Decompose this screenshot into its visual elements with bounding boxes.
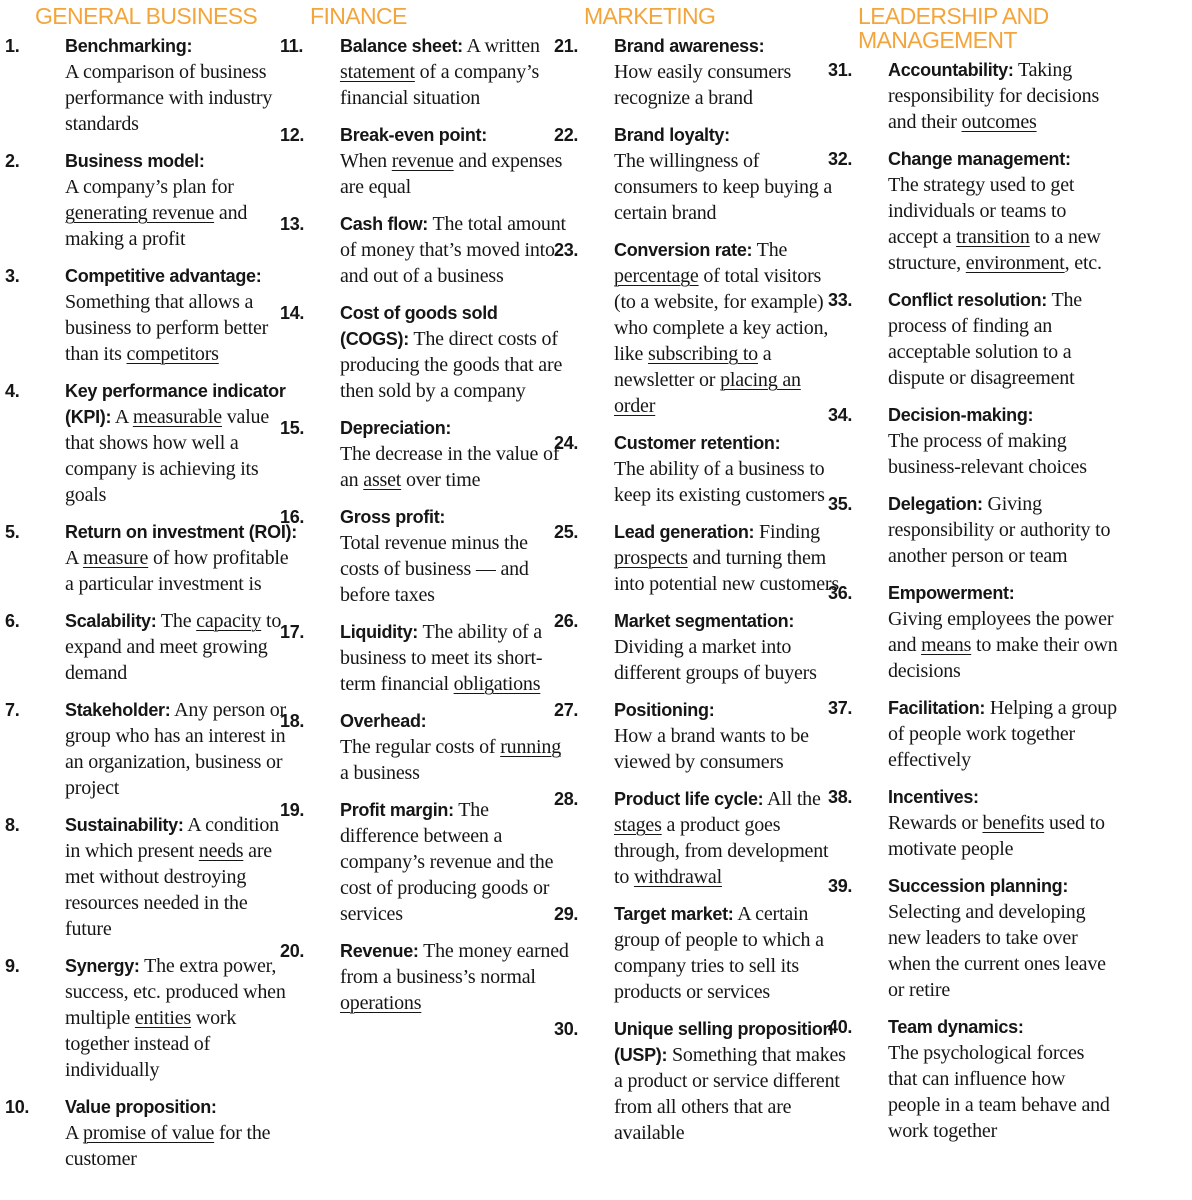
section-heading: FINANCE [310,3,407,29]
glossary-entry [280,797,570,927]
definition [584,634,846,686]
term-name: Accountability: [888,60,1014,80]
definition-text: Giving employees the power and [888,608,1114,656]
entry-number: 13. [280,214,305,234]
term-name: Succession planning: [888,876,1069,896]
term-name: Decision-making: [888,405,1034,425]
definition [35,174,297,252]
term-name: Lead generation: [614,522,755,542]
underlined-word: asset [363,469,402,491]
definition-text: The strategy used to get individuals or teams to accept a [888,174,1075,248]
underlined-word: transition [956,226,1030,248]
underlined-word: outcomes [961,111,1037,133]
entry-number: 7. [5,700,20,720]
glossary-entry [828,146,1118,276]
entry-number: 39. [828,876,853,896]
definition-text: A [65,547,83,569]
definition-text: Any person or group who has an interest in an organization, business or project [65,699,286,799]
glossary-entry [828,402,1118,480]
definition-text: A condition in which present [65,814,279,862]
definition-text: and turning them into potential new customers [614,547,839,595]
underlined-word: measure [82,547,149,569]
underlined-word: promise of value [82,1122,215,1144]
section-leadership-and-management [828,3,1118,1155]
entry-number: 26. [554,611,579,631]
entry-number: 36. [828,583,853,603]
definition [858,428,1118,480]
definition-text: The money earned from a business’s normal [340,940,569,988]
term-name: Benchmarking [65,36,187,56]
term-name: Unique selling proposition (USP): [614,1019,834,1065]
term-name: Business model: [65,151,205,171]
term-line [828,873,1118,899]
glossary-entry [280,211,570,289]
term-line [280,415,570,441]
entry-number: 37. [828,698,853,718]
term-line [280,938,570,1016]
definition-text: How a brand wants to be viewed by consumers [614,725,809,773]
term-name: Revenue: [340,941,419,961]
term-line [5,1094,297,1120]
underlined-word: prospects [614,547,688,569]
underlined-word: revenue [391,150,454,172]
definition-text: Something that makes a product or service different from all others that are available [614,1044,846,1144]
entry-number: 1. [5,36,20,56]
glossary-entry [5,378,297,508]
term-line [5,953,297,1083]
underlined-word: environment [965,252,1065,274]
entry-number: 19. [280,800,305,820]
entry-number: 10. [5,1097,30,1117]
definition-text: of total visitors (to a website, for example) who complete a key action, like [614,265,829,365]
glossary-entry [554,1016,846,1146]
glossary-entry [828,580,1118,684]
entry-number: 18. [280,711,305,731]
term-name: Cost of goods sold (COGS): [340,303,498,349]
entry-number: 23. [554,240,579,260]
definition-text: to make their own decisions [888,634,1118,682]
definition-text: The [156,610,197,632]
term-name: Target market: [614,904,734,924]
term-name: Empowerment: [888,583,1015,603]
term-name: Balance sheet: [340,36,463,56]
term-line [554,786,846,890]
entry-number: 3. [5,266,20,286]
term-name: Depreciation: [340,418,452,438]
entry-number: 8. [5,815,20,835]
term-line [280,300,570,404]
term-line [5,263,297,289]
underlined-word: generating revenue [65,202,215,224]
definition-text: a business [340,762,420,784]
definition-text: and expenses are equal [340,150,563,198]
entry-number: 40. [828,1017,853,1037]
definition [858,606,1118,684]
term-line [5,697,297,801]
term-name: Market segmentation: [614,611,795,631]
entry-number: 12. [280,125,305,145]
term-separator: : [412,622,418,642]
term-line [554,901,846,1005]
term-line [828,695,1118,773]
definition-text: Something that allows a business to perform better than its [65,291,269,365]
term-name: Stakeholder: [65,700,171,720]
definition-text: The ability of a business to meet its short-term financial [340,621,543,695]
glossary-entry [554,786,846,890]
glossary-entry [5,148,297,252]
glossary-entry [554,608,846,686]
underlined-word: competitors [126,343,219,365]
definition-text: Rewards or [888,812,983,834]
term-name: Overhead: [340,711,427,731]
underlined-word: percentage [614,265,699,287]
term-name: Scalability: [65,611,157,631]
definition-text: over time [401,469,481,491]
underlined-word: stages [614,814,662,836]
term-line [554,430,846,456]
term-name: Cash flow: [340,214,429,234]
entry-number: 9. [5,956,20,976]
entry-number: 20. [280,941,305,961]
entry-number: 29. [554,904,579,924]
entry-number: 14. [280,303,305,323]
glossary-entry [5,33,297,137]
underlined-word: withdrawal [633,866,722,888]
glossary-entry [5,953,297,1083]
definition-text: A comparison of business performance with industry standards [65,61,273,135]
glossary-entry [828,695,1118,773]
definition [35,59,297,137]
term-name: Product life cycle: [614,789,764,809]
term-line [280,122,570,148]
definition [310,441,570,493]
definition [310,734,570,786]
definition [858,172,1118,276]
glossary-entry [828,57,1118,135]
term-line [828,491,1118,569]
term-name: Delegation: [888,494,983,514]
term-name: Incentives: [888,787,979,807]
underlined-word: measurable [132,406,222,428]
definition-text: Total revenue minus the costs of business — and before taxes [340,532,529,606]
definition-text: a product goes through, from development to [614,814,829,888]
term-name: Synergy: [65,956,140,976]
section-heading: LEADERSHIP AND MANAGEMENT [858,3,1049,53]
underlined-word: subscribing to [648,343,758,365]
entry-number: 27. [554,700,579,720]
entry-number: 15. [280,418,305,438]
underlined-word: running [500,736,562,758]
term-line [828,784,1118,810]
term-line [5,519,297,597]
definition [584,456,846,508]
term-name: Positioning: [614,700,715,720]
term-line [828,287,1118,391]
glossary-entry [280,415,570,493]
term-line [554,33,846,59]
glossary-entry [554,33,846,111]
definition-text: The process of finding an acceptable solution to a dispute or disagreement [888,289,1082,389]
section-marketing [554,3,846,1157]
underlined-word: statement [340,61,415,83]
term-name: Brand loyalty: [614,125,730,145]
definition [310,530,570,608]
term-line [5,812,297,942]
definition-text: Dividing a market into different groups of buyers [614,636,817,684]
definition-text: a newsletter or [614,343,772,391]
term-line [554,122,846,148]
term-separator: : [186,36,193,56]
term-name: Break-even point: [340,125,487,145]
definition-text: When [340,150,392,172]
entry-number: 33. [828,290,853,310]
glossary-entry [554,901,846,1005]
entry-number: 25. [554,522,579,542]
definition-text: The willingness of consumers to keep buying a certain brand [614,150,833,224]
term-name: Return on investment (ROI): [65,522,297,542]
definition-text: to expand and meet growing demand [65,610,282,684]
term-line [828,146,1118,172]
entry-number: 21. [554,36,579,56]
term-line [5,33,297,59]
entry-number: 34. [828,405,853,425]
glossary-entry [280,300,570,404]
section-general-business [5,3,297,1183]
term-name: Customer retention: [614,433,781,453]
term-line [5,148,297,174]
term-line [280,619,570,697]
definition [614,239,828,417]
term-separator: : [758,36,765,56]
definition-text: All the [763,788,821,810]
definition-text: The process of making business-relevant choices [888,430,1087,478]
definition [310,148,570,200]
definition-text: A [65,1122,83,1144]
term-line [828,402,1118,428]
definition-text: used to motivate people [888,812,1105,860]
definition-text: A certain group of people to which a company tries to sell its products or services [614,903,824,1003]
term-line [554,697,846,723]
glossary-entry [828,1014,1118,1144]
definition-text: The direct costs of producing the goods that are then sold by a company [340,328,563,402]
definition-text: Helping a group of people work together effectively [888,697,1117,771]
term-line [5,378,297,508]
glossary-entry [5,519,297,597]
definition [858,899,1118,1003]
glossary-entry [5,263,297,367]
definition [584,723,846,775]
section-heading: MARKETING [584,3,716,29]
definition-text: to a new structure, [888,226,1101,274]
entry-number: 28. [554,789,579,809]
entry-number: 16. [280,507,305,527]
definition-text: are met without destroying resources needed in the future [65,840,272,940]
definition-text: How easily consumers recognize a brand [614,61,792,109]
section-finance [280,3,570,1027]
definition-text: The ability of a business to keep its existing customers [614,458,825,506]
underlined-word: operations [340,992,422,1014]
entry-number: 32. [828,149,853,169]
term-name: Conflict resolution: [888,290,1047,310]
term-line [554,237,846,419]
definition-text: , etc. [1064,252,1102,274]
term-line [280,211,570,289]
entry-number: 2. [5,151,20,171]
glossary-entry [828,287,1118,391]
term-name: Liquidity [340,622,413,642]
glossary-entry [5,1094,297,1172]
definition-text: work together instead of individually [65,1007,237,1081]
underlined-word: means [921,634,972,656]
underlined-word: obligations [453,673,541,695]
glossary-entry [828,873,1118,1003]
underlined-word: capacity [196,610,262,632]
glossary-entry [280,708,570,786]
definition-text: Selecting and developing new leaders to take over when the current ones leave or retire [888,901,1106,1001]
term-line [280,504,570,530]
entry-number: 31. [828,60,853,80]
entry-number: 35. [828,494,853,514]
definition [858,1040,1118,1144]
glossary-entry [5,608,297,686]
definition-text: Taking responsibility for decisions and their [888,59,1100,133]
definition-text: A [111,406,133,428]
underlined-word: needs [198,840,244,862]
glossary-entry [828,784,1118,862]
definition-text: The regular costs of [340,736,501,758]
term-line [828,580,1118,606]
entry-number: 38. [828,787,853,807]
term-name: Brand awareness [614,36,759,56]
term-name: Key performance indicator (KPI) [65,381,286,427]
definition [584,59,846,111]
definition-text: A written [462,35,540,57]
entry-number: 4. [5,381,20,401]
underlined-word: placing an order [614,369,801,417]
definition [35,289,297,367]
glossary-entry [280,122,570,200]
definition [858,810,1118,862]
glossary-entry [5,697,297,801]
definition-text: The [752,239,788,261]
term-line [280,33,570,111]
entry-number: 24. [554,433,579,453]
definition-text: The decrease in the value of an [340,443,560,491]
term-name: Competitive advantage: [65,266,262,286]
underlined-word: benefits [982,812,1045,834]
term-line [828,1014,1118,1040]
entry-number: 6. [5,611,20,631]
term-name: Facilitation: [888,698,986,718]
glossary-entry [554,237,846,419]
definition-text: The extra power, success, etc. produced when multiple [65,955,286,1029]
term-line [280,708,570,734]
entry-number: 5. [5,522,20,542]
glossary-entry [554,122,846,226]
term-name: Sustainability: [65,815,184,835]
glossary-entry [280,504,570,608]
term-name: Value proposition: [65,1097,217,1117]
term-line [554,519,846,597]
definition [35,1120,297,1172]
term-name: Gross profit: [340,507,446,527]
term-name: Change management: [888,149,1071,169]
definition-text: and making a profit [65,202,248,250]
term-line [828,57,1118,135]
glossary-entry [5,812,297,942]
definition [65,547,288,595]
definition-text: The difference between a company’s revenue and the cost of producing goods or services [340,799,554,925]
definition-text: Giving responsibility or authority to another person or team [888,493,1111,567]
glossary-entry [280,938,570,1016]
glossary-entry [828,491,1118,569]
term-line [5,608,297,686]
definition [584,148,846,226]
definition-text: value that shows how well a company is achieving its goals [65,406,270,506]
definition-text: of how profitable a particular investment is [65,547,289,595]
definition-text: of a company’s financial situation [340,61,540,109]
glossary-entry [554,430,846,508]
entry-number: 17. [280,622,305,642]
term-name: Conversion rate: [614,240,753,260]
entry-number: 30. [554,1019,579,1039]
term-line [280,797,570,927]
definition-text: A company’s plan for [65,176,234,198]
term-line [554,608,846,634]
glossary-entry [280,33,570,111]
definition-text: The psychological forces that can influence how people in a team behave and work together [888,1042,1110,1142]
glossary-entry [554,697,846,775]
term-line [554,1016,846,1146]
underlined-word: entities [134,1007,192,1029]
section-heading: GENERAL BUSINESS [35,3,258,29]
definition-text: Finding [754,521,820,543]
definition-text: for the customer [65,1122,271,1170]
term-name: Team dynamics: [888,1017,1024,1037]
definition-text: The total amount of money that’s moved into and out of a business [340,213,566,287]
entry-number: 11. [280,36,304,56]
term-name: Profit margin: [340,800,454,820]
glossary-entry [554,519,846,597]
term-separator: : [105,407,112,427]
entry-number: 22. [554,125,579,145]
glossary-entry [280,619,570,697]
